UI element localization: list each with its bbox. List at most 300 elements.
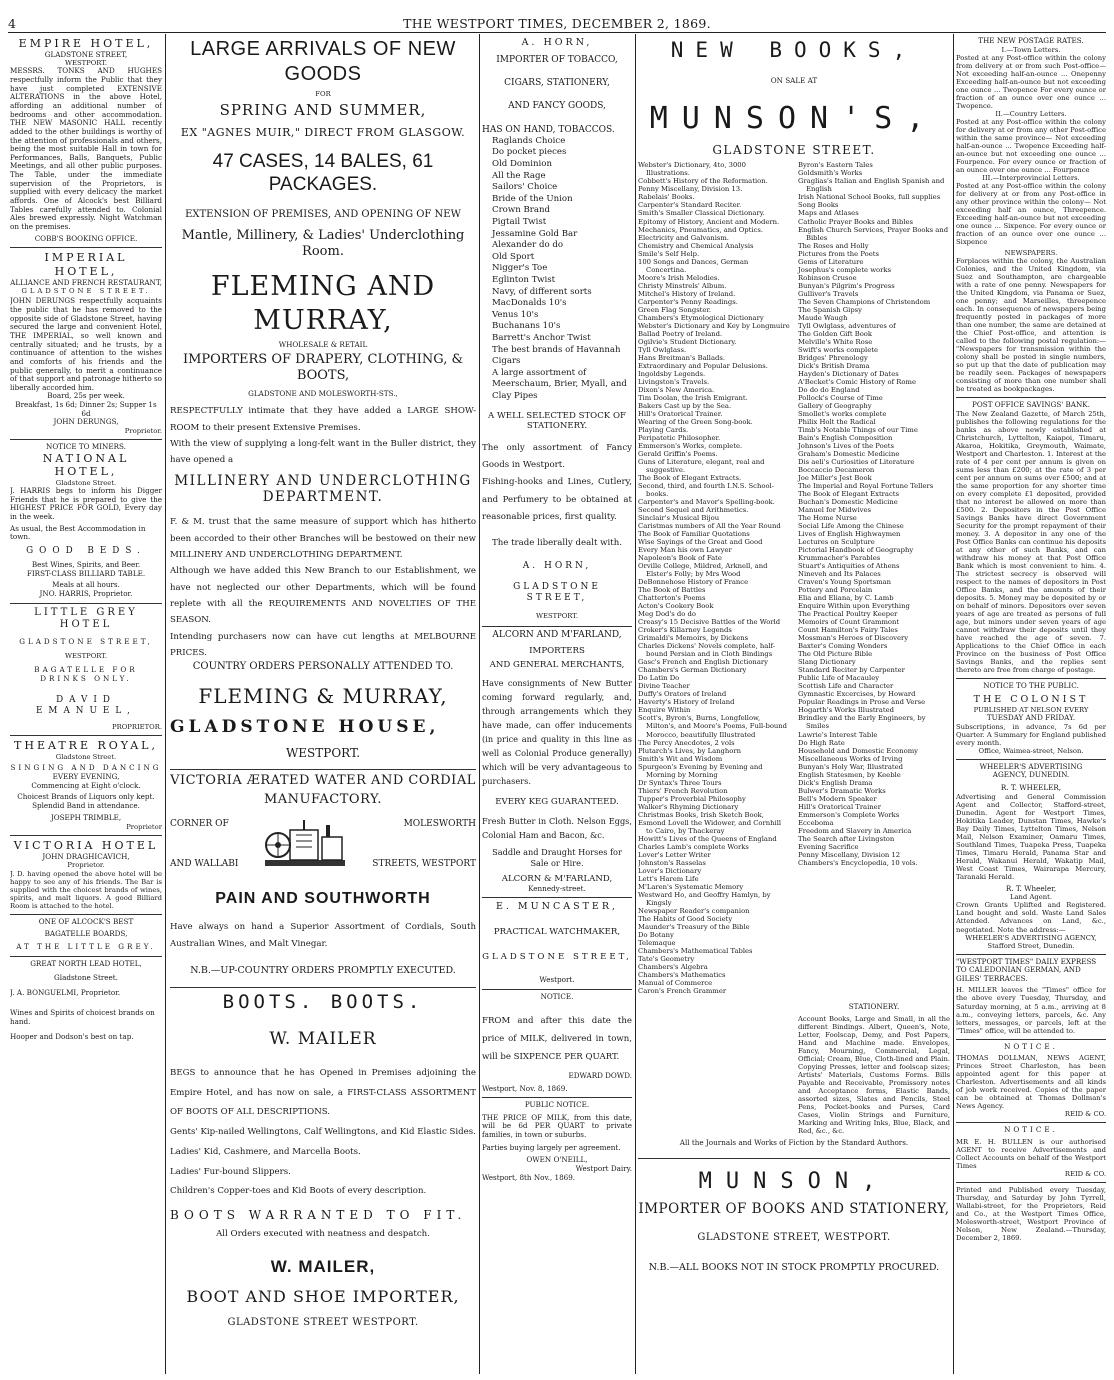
ad-title: "WESTPORT TIMES" DAILY EXPRESS TO CALEDONIAN GERMAN, AND GILES' TERRACES. <box>956 956 1097 983</box>
ad-stout: Hooper and Dodson's best on tap. <box>10 1031 134 1041</box>
ad-cigars: CIGARS, STATIONERY, <box>504 78 610 89</box>
ad-title: WHEELER'S ADVERTISING <box>979 761 1083 771</box>
ad-heading: SINGING AND DANCING <box>10 763 162 773</box>
ad-bullen <box>956 1123 1106 1183</box>
book-item: English Statesmen, by Keeble <box>798 770 901 779</box>
machinery-engraving-icon <box>260 815 350 875</box>
book-item: Bell's Modern Speaker <box>798 794 877 803</box>
ad-title: LITTLE GREY HOTEL <box>34 606 138 631</box>
ad-days: TUESDAY AND FRIDAY. <box>986 713 1076 722</box>
book-item: Enquire Within <box>638 706 691 715</box>
ad-title: ALCORN AND M'FARLAND, <box>492 630 622 641</box>
ad-street: GLADSTONE STREET, <box>482 951 632 962</box>
ad-title: THEATRE ROYAL, <box>14 739 158 753</box>
ad-town: WESTPORT. <box>536 612 578 621</box>
ad-supply: With the view of supplying a long-felt want in the Buller district, they have opened a <box>170 438 476 466</box>
book-item: The Book of Elegant Extracts. <box>638 474 742 482</box>
ad-body: MESSRS. TONKS AND HUGHES respectfully inform the Public that they have just completed EXTENSIVE ALTERATIONS in the above Hotel, affording an additional number of bedrooms and other accommodation. THE NEW MASONIC HALL recently added to the other buildings is worthy of the attention of professionals and others, being the most suitable Hall in town for Performances, Balls, Banquets, Public Meetings, and all other public purposes. The Table, under the immediate supervision of the Proprietors, is supplied with every delicacy the market affords. One of Alcock's best Billiard Tables carefully attended to. Colonial Ales brewed expressly. Night Watchman on the premises. <box>10 66 162 231</box>
ad-owner: JOSEPH TRIMBLE, <box>50 813 122 823</box>
ad-street: Stafford Street, Dunedin. <box>987 941 1075 950</box>
book-item: Webster's Dictionary and Key by Longmuire <box>638 321 790 330</box>
book-item: Enquire Within upon Everything <box>798 602 910 611</box>
book-item: Joe Miller's Jest Book <box>798 474 872 482</box>
book-item: Spurgeon's Evening by Evening and Morning by Morning <box>638 762 763 779</box>
ad-body: Choicest Brands of Liquors only kept. Splendid Band in attendance. <box>17 792 155 810</box>
book-item: The Percy Anecdotes, 2 vols <box>638 738 735 747</box>
ad-mailer: W. MAILER <box>269 1028 377 1049</box>
stationery-body: Account Books, Large and Small, in all the different Bindings. Albert, Queen's, Note, Letter, Foolscap, Demy, and Post Papers, Hand and Machine made. Envelopes, Fancy, Mourning, Commercial, Legal, Official; Cream, Blue, Cloth-lined and Plain. Copying Presses, letter and foolscap sizes; Artists' Materials, Customs Forms. Bills Payable and Receivable, Promissory notes and Acceptance forms, Elastic Bands, assorted sizes, Slates and Pencils, Steel Pens, Pocket-books and Purses, Card Cases, Violin Strings and Furniture, Marking and Writing Inks, Blue, Black, and Red, &c., &c. <box>798 1014 950 1135</box>
ad-body: J. D. having opened the above hotel will be happy to see any of his friends. The Bar is supplied with the choicest brands of wines, spirits, and malt liquors. A good Billiard Room is attached to the hotel. <box>10 869 162 910</box>
ad-saddle: Saddle and Draught Horses for Sale or Hire. <box>492 847 622 868</box>
ad-daily-express <box>956 955 1106 1040</box>
ad-name: R. T. WHEELER, <box>1000 782 1062 792</box>
ad-line: AT THE LITTLE GREY. <box>16 941 156 951</box>
ad-proprietor-label: PROPRIETOR. <box>112 723 162 732</box>
book-list-left <box>638 161 790 995</box>
ad-line: BAGATELLE BOARDS, <box>44 929 128 939</box>
ad-body: Posted at any Post-office within the colony for delivery at or from any Post-office in any other province within the colony— Not exceeding half an ounce, Threepence. Exceeding half-an-ounce but not exceeding one ounce ... Sixpence. For every ounce or fraction of an ounce over one ounce ... Sixpence <box>956 181 1106 247</box>
book-item: Lives of English Highwaymen <box>798 530 901 539</box>
book-item: Elia and Eliana, by C. Lamb <box>798 594 894 603</box>
tobacco-item: Nigger's Toe <box>492 263 548 274</box>
ad-journals: All the Journals and Works of Fiction by the Standard Authors. <box>679 1137 909 1147</box>
ad-keg: EVERY KEG GUARANTEED. <box>495 796 619 807</box>
ad-street: GLADSTONE STREET. <box>712 143 876 158</box>
book-item: Pottery and Porcelain <box>798 586 873 595</box>
ad-sub: AGENCY, DUNEDIN. <box>992 770 1070 780</box>
book-item: Second Sequel and Arithmetics. <box>638 506 749 515</box>
ad-sub: Land Agent. <box>1009 893 1052 902</box>
imprint <box>956 1183 1106 1246</box>
book-item: The Practical Poultry Keeper <box>798 610 898 619</box>
ad-firm-name-2: FLEMING & MURRAY, <box>198 683 448 708</box>
book-item: Tim Doolan, the Irish Emigrant. <box>638 393 748 402</box>
book-item: Carpenter's Penny Readings. <box>638 297 738 306</box>
tobacco-item: Old Sport <box>492 251 535 262</box>
book-item: A'Becket's Comic History of Rome <box>798 377 916 386</box>
book-item: Smollet's works complete <box>798 409 887 418</box>
ad-proprietor: JNO. HARRIS, Proprietor. <box>39 588 133 598</box>
ad-general: AND GENERAL MERCHANTS, <box>489 660 625 671</box>
ad-subhead: II.—Country Letters. <box>995 109 1067 118</box>
ad-streets: STREETS, WESTPORT <box>372 858 476 869</box>
ad-trade: The trade liberally dealt with. <box>492 537 622 548</box>
book-item: Newspaper Reader's companion <box>638 906 750 915</box>
ad-body: THOMAS DOLLMAN, NEWS AGENT, Princes Street Charleston, has been appointed agent for this paper at Charleston. Advertisements and all kinds of job work received. Copies of the paper can be obtained at Thomas Dollman's News Agency. <box>956 1054 1106 1111</box>
book-item: Esmond Lovell the Widower, and Cornhill to Cairo, by Thackeray <box>638 818 782 835</box>
book-item: Haverty's History of Ireland <box>638 698 735 707</box>
ad-body: JOHN DERUNGS respectfully acquaints the public that he has removed to the opposite side of Gladstone Street, having secured the large and convenient Hotel, THE IMPERIAL, so well known and centrally situated; and he trusts, by a continuance of attention to the wishes and comforts of his friends and the public generally, to merit a continuance of that support and patronage hitherto so liberally accorded him. <box>10 296 162 392</box>
book-item: Freedom and Slavery in America <box>798 826 912 835</box>
book-item: Cobbett's History of the Reformation. <box>638 177 768 186</box>
ad-body: BEGS to announce that he has Opened in Premises adjoining the Empire Hotel, and has now on sale, a FIRST-CLASS ASSORTMENT OF BOOTS OF ALL DESCRIPTIONS. <box>170 1067 476 1118</box>
imprint-text: Printed and Published every Tuesday, Thursday, and Saturday by John Tyrrell, Wallabi-street, for the Proprietors, Reid and Co., at the Westport Times Office, Molesworth-street, Westport Province of Nelson, New Zealand.—Thursday, December 2, 1869. <box>956 1186 1106 1243</box>
book-item: Duffy's Orators of Ireland <box>638 690 727 699</box>
book-item: Lectures on Sculpture <box>798 538 875 547</box>
ad-boot-line: Gents' Kip-nailed Wellingtons, Calf Wellingtons, and Kid Elastic Sides. <box>170 1127 476 1138</box>
ad-office: Office, Waimea-street, Nelson. <box>978 746 1084 755</box>
book-item: Graglias's Italian and English Spanish and English <box>798 177 945 194</box>
book-item: Howitt's Lives of the Queens of England <box>638 834 777 843</box>
ad-boot-importer: BOOT AND SHOE IMPORTER, <box>186 1287 460 1307</box>
ad-wholesale: WHOLESALE & RETAIL <box>278 339 368 349</box>
book-item: Second, third, and fourth I.N.S. School-books. <box>638 482 775 499</box>
tobacco-item: MacDonalds 10's <box>492 298 567 309</box>
tobacco-item: Sailors' Choice <box>492 182 558 193</box>
ad-victoria-aerated <box>170 770 476 988</box>
ad-body: Posted at any Post-office within the colony from delivery at or from such Post-office— Not exceeding half-an-ounce ... Onepenny Exceeding half-an-ounce but not exceeding one ounce ... Twopence For every ounce or fraction of an ounce over one ounce ... Twopence. <box>956 53 1106 110</box>
book-item: Lawrie's Interest Table <box>798 730 878 739</box>
ad-title: POST OFFICE SAVINGS' BANK. <box>972 400 1090 410</box>
ad-a-horn <box>482 34 632 627</box>
book-item: Rabelais' Books. <box>638 193 695 202</box>
book-item: Extraordinary and Popular Delusions. <box>638 361 768 370</box>
ad-importers: IMPORTERS OF DRAPERY, CLOTHING, & BOOTS, <box>182 352 464 384</box>
book-item: Manual of Commerce <box>638 978 713 987</box>
book-item: Pollock's Course of Time <box>798 393 883 402</box>
ad-title: VICTORIA HOTEL <box>13 839 159 853</box>
book-item: Chambers's Mathematics <box>638 970 726 979</box>
book-item: Divine Teacher <box>638 682 690 691</box>
book-item: Bain's English Composition <box>798 433 893 442</box>
masthead <box>8 14 1106 33</box>
book-item: Napoleon's Book of Fate <box>638 554 722 563</box>
ad-munson-books <box>638 34 950 1159</box>
book-item: Tyll Owlglass, adventures of <box>798 321 896 330</box>
book-item: Bulwer's Dramatic Works <box>798 786 886 795</box>
book-item: Chambers's German Dictionary <box>638 666 747 675</box>
book-item: Playing Cards. <box>638 425 689 434</box>
ad-signature: OWEN O'NEILL, <box>526 1155 588 1165</box>
ad-notice: NOTICE. <box>540 992 574 1002</box>
ad-colonist <box>956 679 1106 759</box>
ad-body: Subscriptions, in advance, 7s 6d per Quarter. A Summary for England published every month. <box>956 722 1106 747</box>
ad-body: MR E. H. BULLEN is our authorised AGENT to receive Advertisements and Collect Accounts on behalf of the Westport Times <box>956 1137 1106 1171</box>
book-item: Caristmas numbers of All the Year Round <box>638 522 781 531</box>
ad-title: IMPERIAL HOTEL, <box>44 251 128 278</box>
page-number: 4 <box>8 16 17 31</box>
ad-only: The only assortment of Fancy Goods in Westport. <box>482 443 632 471</box>
ad-signature: REID & CO. <box>1064 1170 1106 1179</box>
ad-mantle: Mantle, Millinery, & Ladies' Underclothing Room. <box>181 227 465 259</box>
book-item: Timb's Notable Things of our Time <box>798 425 918 434</box>
ad-gladstone-house: GLADSTONE HOUSE, <box>170 716 440 737</box>
book-item: Penny Miscellany, Division 12 <box>798 850 901 859</box>
ad-savings-bank <box>956 398 1106 679</box>
book-item: Peripatetic Philosopher. <box>638 433 721 442</box>
book-item: Do Botany <box>638 930 674 939</box>
ad-nb: N.B.—ALL BOOKS NOT IN STOCK PROMPTLY PROCURED. <box>648 1262 940 1274</box>
tobacco-item: Raglands Choice <box>492 135 566 146</box>
ad-new-books: NEW BOOKS, <box>670 38 918 62</box>
book-item: Stuart's Antiquities of Athens <box>798 562 900 571</box>
ad-owner: JOHN DRAGHICAVICH, <box>42 851 130 861</box>
ad-munson-2: MUNSON, <box>698 1168 890 1194</box>
ad-extension: EXTENSION OF PREMISES, AND OPENING OF NEW <box>185 209 461 221</box>
ad-corner: CORNER OF <box>170 819 229 830</box>
tobacco-item: Barrett's Anchor Twist <box>492 332 591 343</box>
ad-ex: EX "AGNES MUIR," DIRECT FROM GLASGOW. <box>180 125 466 139</box>
book-item: Do Latin Do <box>638 674 680 683</box>
ad-empire-hotel <box>10 34 162 248</box>
ad-fancy: AND FANCY GOODS, <box>508 101 606 112</box>
ad-title: VICTORIA ÆRATED WATER AND CORDIAL <box>170 773 476 789</box>
ad-for: FOR <box>315 90 331 98</box>
ad-street: GLADSTONE STREET WESTPORT. <box>227 1317 419 1329</box>
book-item: Philix Holt the Radical <box>798 417 876 426</box>
book-item: Christy Minstrels' Album. <box>638 281 727 290</box>
ad-importer: IMPORTER OF TOBACCO, <box>496 54 618 65</box>
book-item: The Habits of Good Society <box>638 914 733 923</box>
ad-body: Forplaces within the colony, the Australian Colonies, and the United Kingdom, via Suez and Southampton, are chargeable with a rate of one penny. Newspapers for the United Kingdom, via Panama or Suez, one penny; and Marseilles, threepence each. In consequence of newspapers being frequently posted in packages of more than one number, the same are detained at the Chief Post-office, and attention is called to the following postal regulation:— "Newspapers for transmission within the colony shall be posted in single numbers, so put up that the date of publication may be readily seen. Packages of newspapers consisting of more than one number shall be treated as bookpackages. <box>956 257 1106 394</box>
ad-theatre-royal <box>10 736 162 836</box>
book-item: Maude Waugh <box>798 313 848 322</box>
ad-subhead: NEWSPAPERS. <box>1004 249 1058 258</box>
column-2 <box>170 34 476 1374</box>
ad-alcorn-mfarland <box>482 627 632 898</box>
book-item: Buchan's Domestic Medicine <box>798 498 898 507</box>
book-item: Scott's, Byron's, Burns, Longfellow, Milton's, and Moore's Poems, Full-bound Morocco, beautifully Illustrated <box>638 714 788 739</box>
book-item: Plutarch's Lives, by Langhorn <box>638 746 741 755</box>
ad-address: WHEELER'S ADVERTISING AGENCY, <box>965 933 1097 942</box>
ad-body: The New Zealand Gazette, of March 25th, publishes the following regulations for the banks as above newly established at Christchurch, Lyttelton, Kaiapoi, Timaru, Akaroa, Hokitika, Greymouth, Waimate, Westport and Charleston. 1. Interest at the rate of 4 per cent per annum is given on sums less than £200; at the rate of 3 per cent per annum on sums over £500; and at the same proportion for any shorter time on every complete £1 deposited, provided that no interest be allowed on more than £500. 2. Depositors in the Post Office Savings Banks have direct Government Security for the prompt repayment of their money. 3. A depositor in any one of the Post Office Banks can continue his deposits at any other of such Banks, and can withdraw his money at that Post Office Bank which is most convenient to him. 4. The strictest secrecy is observed will respect to the names of depositors in Post Office Banks, and the amounts of their deposits. 5. Money may be deposited by or on behalf of minors. Depositors over seven years of age are treated as persons of full age, but minors under seven years of age cannot withdraw their deposits until they have reached the age of seven. 7. Applications to the Chief Office in each Province on the business of Post Office Savings Banks, and the replies sent thereto are free from charge of postage. <box>956 409 1106 675</box>
book-item: The Book of Elegant Extracts <box>798 490 900 499</box>
ad-postage-rates <box>956 34 1106 398</box>
ad-pain-southworth: PAIN AND SOUTHWORTH <box>215 889 431 907</box>
ad-meals: Breakfast, 1s 6d; Dinner 2s; Supper 1s 6d <box>15 400 157 418</box>
ad-dairy: Westport Dairy. <box>575 1164 632 1174</box>
book-item: Smith's Smaller Classical Dictionary. <box>638 209 765 218</box>
ad-boot-line: Ladies' Fur-bound Slippers. <box>170 1166 291 1177</box>
ad-name: R. T. Wheeler, <box>1005 883 1057 893</box>
ad-department: DEPARTMENT. <box>262 489 384 506</box>
ad-footer: COBB'S BOOKING OFFICE. <box>34 233 138 243</box>
book-item: Swift's works complete <box>798 345 878 354</box>
book-item: 100 Songs and Dances, German Concertina. <box>638 257 749 274</box>
ad-notice: PUBLIC NOTICE. <box>524 1100 590 1110</box>
book-item: Goldsmith's Works <box>798 169 863 178</box>
ad-street: GLADSTONE STREET. <box>21 287 151 296</box>
book-item: The Search after Livingston <box>798 834 895 843</box>
ad-title: EMPIRE HOTEL, <box>18 37 154 50</box>
book-item: Mossman's Heroes of Discovery <box>798 634 909 643</box>
ad-public-notice <box>482 1098 632 1186</box>
ad-w-mailer-boots <box>170 988 476 1334</box>
ad-time: Commencing at Eight o'clock. <box>31 780 141 790</box>
book-item: The Seven Champions of Christendom <box>798 297 931 306</box>
ad-street: Gladstone Street. <box>55 753 117 762</box>
book-item: Webster's Dictionary, 4to, 3000 Illustrations. <box>638 161 746 178</box>
ad-importer: IMPORTER OF BOOKS AND STATIONERY, <box>638 1201 950 1218</box>
book-item: Craven's Young Sportsman <box>798 578 891 587</box>
ad-note: As usual, the Best Accommodation in town. <box>10 523 146 542</box>
book-item: Sinclair's Musical Bijou <box>638 514 720 523</box>
ad-cases: 47 CASES, 14 BALES, 61 PACKAGES. <box>212 150 434 196</box>
book-list <box>638 161 950 995</box>
ad-body: J. HARRIS begs to inform his Digger Friends that he is prepared to give the HIGHEST PRICE FOR GOLD, Every day in the week. <box>10 486 162 522</box>
ad-bagatelle-boards <box>10 915 162 957</box>
ad-proprietor: J. A. BONGUELMI, Proprietor. <box>10 987 121 997</box>
book-item: Dis aeli's Curiosities of Literature <box>798 457 915 466</box>
book-item: Emmerson's Complete Works <box>798 810 900 819</box>
book-item: Penny Miscellany, Division 13. <box>638 185 743 194</box>
column-4 <box>638 34 950 1374</box>
ad-fleming-murray <box>170 34 476 770</box>
ad-wines: Best Wines, Spirits, and Beer. <box>31 559 141 569</box>
book-item: Ballad Poetry of Ireland. <box>638 329 723 338</box>
book-item: Dick's British Drama <box>798 361 870 370</box>
book-item: The Book of Battles <box>638 586 706 595</box>
book-item: Pictures from the Poets <box>798 249 879 258</box>
book-item: Household and Domestic Economy <box>798 746 918 755</box>
ad-town: Westport. <box>539 975 575 985</box>
book-item: Chambers's Mathematical Tables <box>638 946 753 955</box>
book-item: Gerald Griffin's Poems. <box>638 449 718 458</box>
ad-body: Advertising and General Commission Agent and Collector, Stafford-street, Dunedin. Agent for Westport Times, Hokitika Leader, Dunstan Times, Hawke's Bay Daily Times, Lyttelton Times, Nelson Mail, Nelson Examiner, Oamaru Times, Southland Times, Tuapeka Press, Tuapeka Times, Timaru Herald, Panama Star and Herald, Wakanui Herald, Wakatip Mail, West Coast Times, Wairarapa Mercury, Taranaki Herald. <box>956 792 1106 881</box>
book-item: Popular Readings in Prose and Verse <box>798 698 926 707</box>
book-item: Chemistry and Chemical Analysis <box>638 241 754 250</box>
ad-watchmaker: PRACTICAL WATCHMAKER, <box>493 927 621 938</box>
tobacco-item: Jessamine Gold Bar <box>492 228 578 239</box>
book-item: Dick's English Drama <box>798 778 873 787</box>
book-item: Slang Dictionary <box>798 658 856 667</box>
book-item: Caron's French Grammer <box>638 987 727 995</box>
book-item: Carpenter's Standard Reciter. <box>638 201 742 210</box>
book-item: Westward Ho, and Geoffry Hamlyn, by Kingsly <box>638 890 771 907</box>
ad-warranted: BOOTS WARRANTED TO FIT. <box>170 1208 467 1223</box>
book-item: Smith's Wit and Wisdom <box>638 754 723 763</box>
book-item: Lover's Dictionary <box>638 866 702 875</box>
ad-subhead: I.—Town Letters. <box>1001 45 1061 54</box>
ad-boot-line: Children's Copper-toes and Kid Boots of every description. <box>170 1186 427 1197</box>
book-item: Walker's Rhyming Dictionary <box>638 802 739 811</box>
book-item: Acton's Cookery Book <box>638 602 714 611</box>
book-item: Boccaccio Decameron <box>798 465 875 474</box>
ad-mailer-2: W. MAILER, <box>270 1256 376 1276</box>
ad-notice: NOTICE. <box>1004 1041 1058 1051</box>
book-item: Memoirs of Count Grammont <box>798 618 900 627</box>
book-item: Gems of Literature <box>798 257 864 266</box>
book-item: Nineveh and Its Palaces <box>798 570 881 579</box>
book-item: Ecceboma <box>798 818 834 827</box>
ad-fishing: Fishing-hooks and Lines, Cutlery, and Perfumery to be obtained at reasonable prices, first quality. <box>482 477 632 522</box>
book-item: The Spanish Gipsy <box>798 305 863 314</box>
book-item: Every Man his own Lawyer <box>638 546 732 555</box>
tobacco-item: Eglinton Twist <box>492 275 556 285</box>
book-item: Robinson Crusoe <box>798 273 857 282</box>
book-item: Manuel for Midwives <box>798 506 871 515</box>
book-item: Bunyan's Pilgrim's Progress <box>798 281 895 290</box>
book-item: Thiers' French Revolution <box>638 786 728 795</box>
column-rule <box>165 34 166 1374</box>
book-item: Ogilvie's Student Dictionary. <box>638 337 737 346</box>
book-item: Orville College, Mildred, Arknell, and Elster's Folly; by Mrs Wood <box>638 562 768 579</box>
ad-board: Board, 25s per week. <box>47 391 125 401</box>
book-item: Croker's Killarney Legends <box>638 626 732 635</box>
ad-date: Westport, 8th Nov., 1869. <box>482 1172 576 1182</box>
book-item: Charles Dickens' Novels complete, half-bound Persian and in Cloth Bindings <box>638 642 776 659</box>
tobacco-item: Bride of the Union <box>492 193 573 204</box>
book-item: Tyll Owlglass. <box>638 345 687 354</box>
book-item: Gymnastic Excercises, by Howard <box>798 690 916 699</box>
book-item: Dixon's New America. <box>638 385 715 394</box>
ad-proprietor-label: Proprietor <box>126 823 162 832</box>
ad-munson: MUNSON'S, <box>649 100 939 136</box>
ad-billiard: FIRST-CLASS BILLIARD TABLE. <box>26 568 146 578</box>
ad-owner: DAVID EMANUEL, <box>36 695 136 717</box>
book-item: Do do do England <box>798 385 860 394</box>
book-item: Catholic Prayer Books and Bibles <box>798 217 914 226</box>
book-item: DeBonnehose History of France <box>638 578 749 587</box>
ad-meals: Meals at all hours. <box>52 580 120 590</box>
book-list-right <box>798 161 950 995</box>
book-item: Gasc's French and English Dictionary <box>638 658 768 667</box>
ad-notice: NOTICE. <box>1004 1125 1058 1135</box>
book-item: Melville's White Rose <box>798 337 873 346</box>
tobacco-item: Pigtail Twist <box>492 217 547 228</box>
book-item: Gallery of Geography <box>798 401 872 410</box>
book-item: The Home Nurse <box>798 514 857 523</box>
ad-country: COUNTRY ORDERS PERSONALLY ATTENDED TO. <box>192 661 454 673</box>
tobacco-item: Navy, of different sorts <box>492 286 592 297</box>
ad-importers: IMPORTERS <box>529 645 585 656</box>
book-item: Tupper's Proverbial Philosophy <box>638 794 746 803</box>
stationery-heading: STATIONERY. <box>848 1002 900 1012</box>
tobacco-item: Old Dominion <box>492 159 552 170</box>
book-item: Christmas Books, Irish Sketch Book, <box>638 810 764 819</box>
column-rule <box>953 34 954 1374</box>
ad-location: GLADSTONE AND MOLESWORTH-STS., <box>248 388 398 398</box>
book-item: Tate's Geometry <box>638 954 695 963</box>
ad-body: THE PRICE OF MILK, from this date, will be 6d PER QUART to private families, in town or suburbs. <box>482 1112 632 1140</box>
ad-body: H. MILLER leaves the "Times" office for the above every Tuesday, Thursday, and Saturday morning, at 5 a.m., arriving at 8 a.m., conveying letters, parcels, &c. Any letters, messages, or parcels, left at the "Times" office, will be attended to. <box>956 986 1106 1035</box>
book-item: Charles Lamb's complete Works <box>638 842 749 851</box>
ad-street: GLADSTONE STREET, <box>19 636 153 646</box>
book-item: Johnston's Rasselas <box>638 858 706 867</box>
book-item: Scottish Life and Character <box>798 682 894 691</box>
ad-body: FROM and after this date the price of MILK, delivered in town, will be SIXPENCE PER QUART. <box>482 1015 632 1062</box>
book-item: The Imperial and Royal Fortune Tellers <box>798 482 934 491</box>
ad-wines: Wines and Spirits of choicest brands on hand. <box>10 1008 155 1027</box>
ad-street: GLADSTONE STREET, <box>44 49 128 59</box>
ad-sign: ALCORN & M'FARLAND, <box>501 873 613 884</box>
masthead-title: THE WESTPORT TIMES, DECEMBER 2, 1869. <box>403 16 711 31</box>
ad-intimate: RESPECTFULLY intimate that they have added a LARGE SHOW-ROOM to their present Extensive Premises. <box>170 406 476 433</box>
ad-milk-notice <box>482 990 632 1098</box>
ad-intending: Intending purchasers now can have cut lengths at MELBOURNE PRICES. <box>170 631 476 658</box>
book-item: Hans Breitman's Ballads. <box>638 353 726 362</box>
ad-notice: NOTICE TO MINERS. <box>46 442 126 451</box>
ad-street: Kennedy-street. <box>528 883 586 893</box>
ad-manufactory: MANUFACTORY. <box>263 792 382 808</box>
ad-title: GREAT NORTH LEAD HOTEL, <box>30 958 142 968</box>
ad-title: THE COLONIST <box>973 694 1089 706</box>
tobacco-item: Do pocket pieces <box>492 147 567 158</box>
book-item: Lett's Harem Life <box>638 874 699 883</box>
book-item: Meg Dod's do do <box>638 610 696 619</box>
ad-proprietor-label: Proprietor. <box>124 426 162 435</box>
ad-proprietor-label: Proprietor. <box>67 861 105 870</box>
book-item: Standard Reciter by Carpenter <box>798 666 905 675</box>
ad-sign: A. HORN, <box>522 560 592 571</box>
ad-title: THE NEW POSTAGE RATES. <box>978 36 1084 45</box>
book-item: Hill's Oratorical Trainer <box>798 802 881 811</box>
ad-wheeler <box>956 760 1106 955</box>
column-5 <box>956 34 1106 1374</box>
ad-street: Gladstone Street. <box>54 973 118 983</box>
ad-date: Westport, Nov. 8, 1869. <box>482 1083 568 1093</box>
ad-imperial-hotel <box>10 248 162 440</box>
